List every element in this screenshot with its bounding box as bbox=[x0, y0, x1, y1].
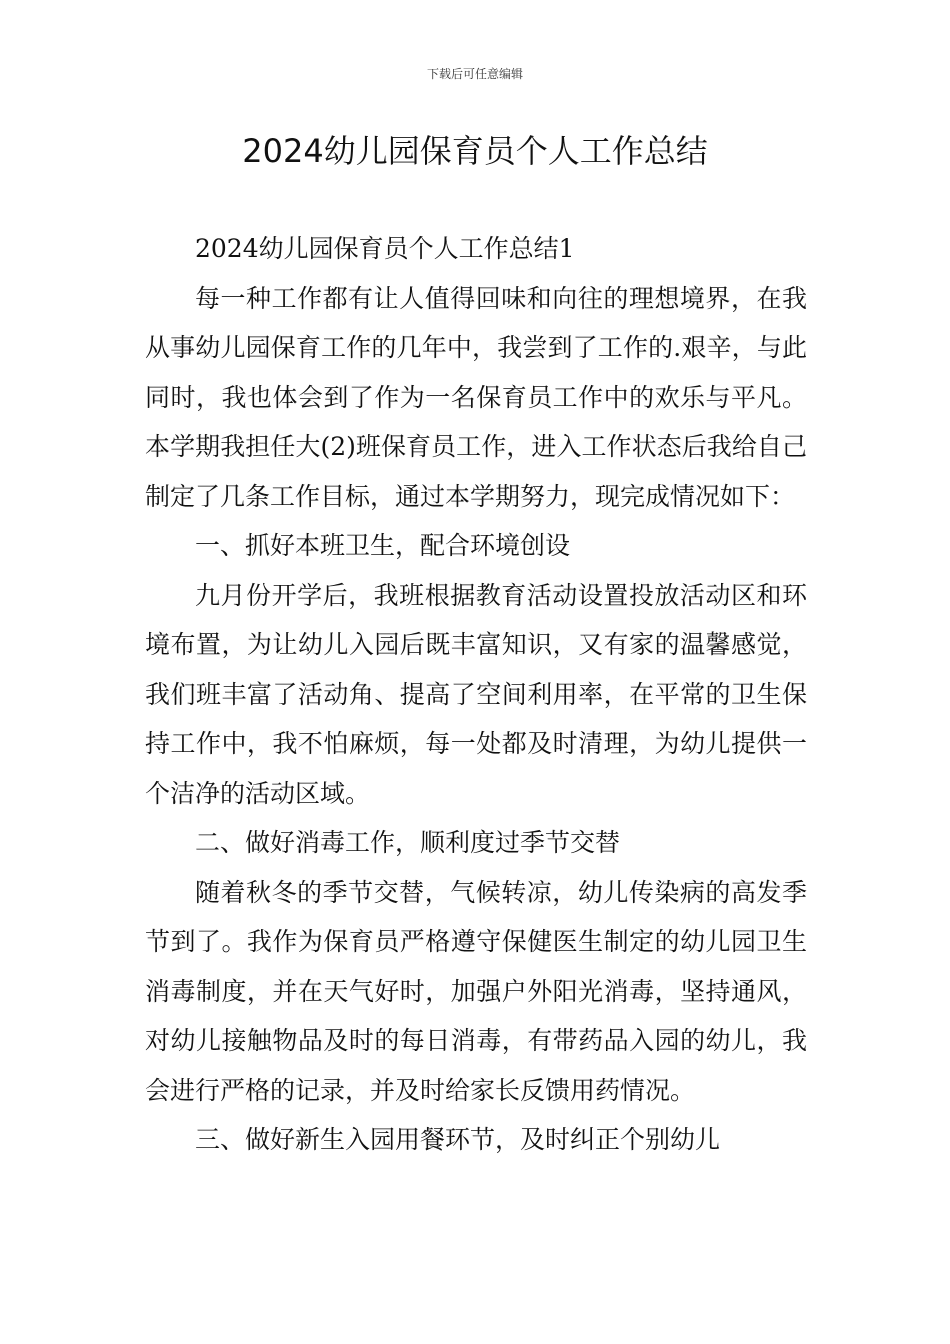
document-body bbox=[145, 224, 807, 1165]
body-paragraph: 随着秋冬的季节交替，气候转凉，幼儿传染病的高发季节到了。我作为保育员严格遵守保健医生制定的幼儿园卫生消毒制度，并在天气好时，加强户外阳光消毒，坚持通风，对幼儿接触物品及时的每日消毒，有带药品入园的幼儿，我会进行严格的记录，并及时给家长反馈用药情况。 bbox=[145, 877, 807, 1105]
section-heading: 一、抓好本班卫生，配合环境创设 bbox=[195, 531, 571, 560]
body-paragraph: 九月份开学后，我班根据教育活动设置投放活动区和环境布置，为让幼儿入园后既丰富知识，又有家的温馨感觉，我们班丰富了活动角、提高了空间利用率，在平常的卫生保持工作中，我不怕麻烦，每一处都及时清理，为幼儿提供一个洁净的活动区域。 bbox=[145, 580, 807, 808]
header-note: 下载后可任意编辑 bbox=[426, 67, 523, 81]
section-heading: 三、做好新生入园用餐环节，及时纠正个别幼儿 bbox=[195, 1125, 721, 1154]
section-heading: 二、做好消毒工作，顺利度过季节交替 bbox=[195, 828, 621, 857]
section-subtitle: 2024幼儿园保育员个人工作总结1 bbox=[195, 234, 575, 263]
document-title: 2024幼儿园保育员个人工作总结 bbox=[242, 132, 708, 170]
body-paragraph: 每一种工作都有让人值得回味和向往的理想境界，在我从事幼儿园保育工作的几年中，我尝到了工作的.艰辛，与此同时，我也体会到了作为一名保育员工作中的欢乐与平凡。本学期我担任大(2)班保育员工作，进入工作状态后我给自己制定了几条工作目标，通过本学期努力，现完成情况如下： bbox=[145, 283, 807, 511]
